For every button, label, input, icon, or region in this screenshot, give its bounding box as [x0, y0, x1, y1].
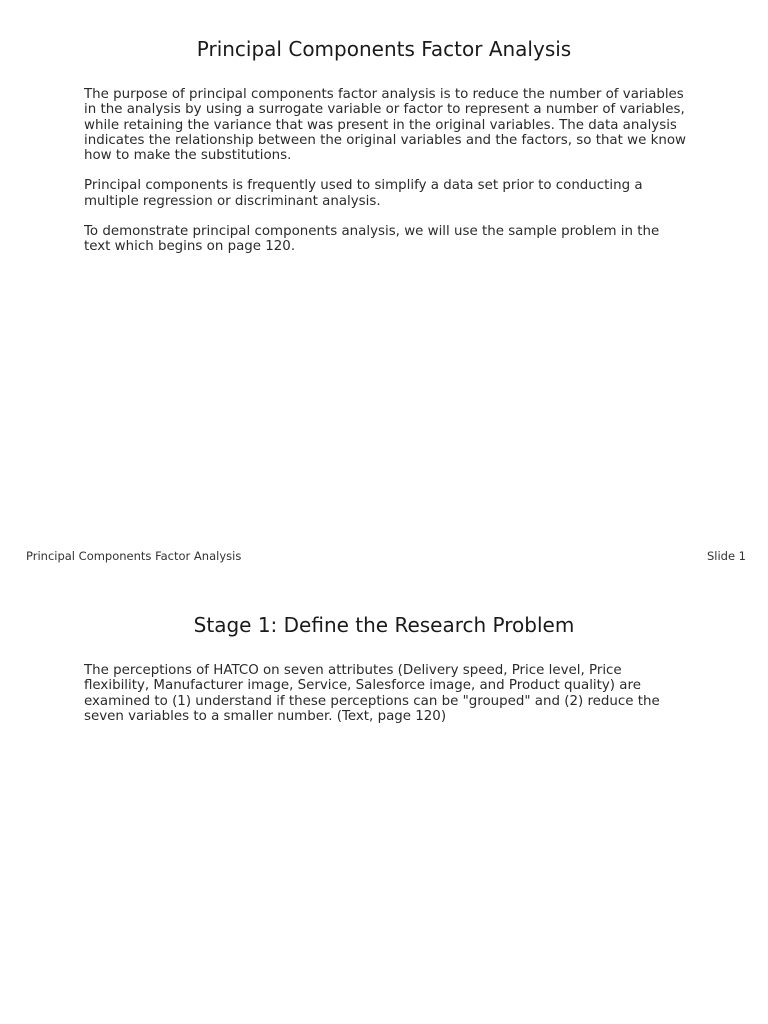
- slide-number: Slide 1: [706, 549, 746, 563]
- slide-body: [84, 87, 688, 270]
- slide-body: [84, 663, 688, 739]
- paragraph-purpose: The purpose of principal components factor analysis is to reduce the number of variables in the analysis by using a surrogate variable or factor to represent a number of variables, while retaining the variance that was present in the original variables. The data analysis indicates the relationship between the original variables and the factors, so that we know how to make the substitutions.: [84, 87, 686, 164]
- paragraph-usage: Principal components is frequently used to simplify a data set prior to conducting a multiple regression or discriminant analysis.: [84, 178, 643, 209]
- paragraph-demonstration: To demonstrate principal components analysis, we will use the sample problem in the text which begins on page 120.: [84, 224, 660, 255]
- paragraph-research-problem: The perceptions of HATCO on seven attributes (Delivery speed, Price level, Price flexibility, Manufacturer image, Service, Salesforce image, and Product quality) are examined to (1) understand if these perceptions can be "grouped" and (2) reduce the seven variables to a smaller number. (Text, page 120): [84, 663, 660, 724]
- slide-title: Principal Components Factor Analysis: [196, 37, 572, 61]
- slide-title: Stage 1: Define the Research Problem: [193, 613, 575, 637]
- slide-2: [0, 575, 768, 1024]
- footer-title: Principal Components Factor Analysis: [26, 549, 242, 563]
